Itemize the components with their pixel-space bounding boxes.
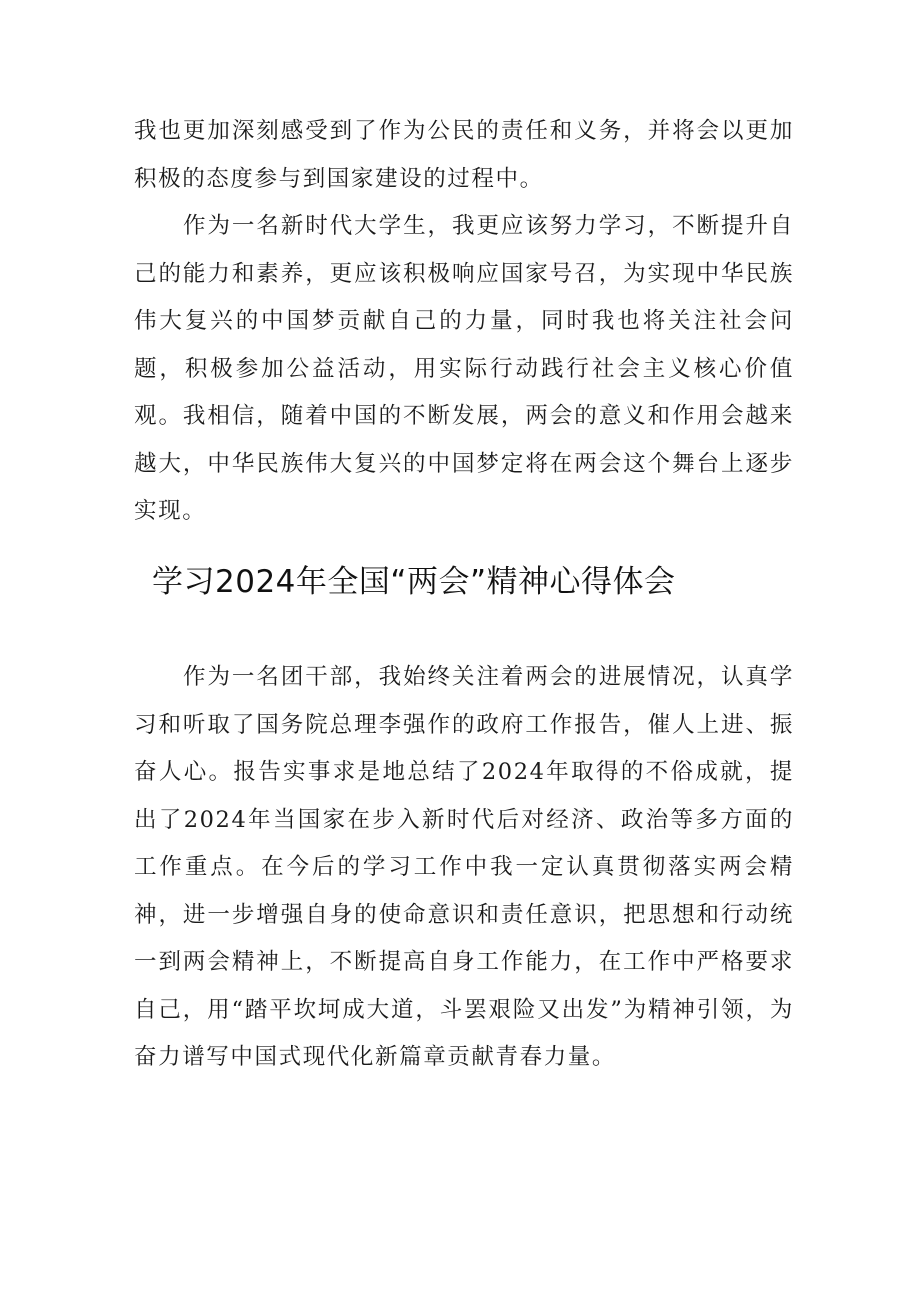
- continuation-paragraph: 我也更加深刻感受到了作为公民的责任和义务，并将会以更加积极的态度参与到国家建设的过程中。: [134, 118, 794, 192]
- paragraph-student: 作为一名新时代大学生，我更应该努力学习，不断提升自己的能力和素养，更应该积极响应国家号召，为实现中华民族伟大复兴的中国梦贡献自己的力量，同时我也将关注社会问题，积极参加公益活动，用实际行动践行社会主义核心价值观。我相信，随着中国的不断发展，两会的意义和作用会越来越大，中华民族伟大复兴的中国梦定将在两会这个舞台上逐步实现。: [134, 213, 794, 524]
- article-title: 学习2024年全国“两会”精神心得体会: [152, 564, 676, 600]
- paragraph-cadre: 作为一名团干部，我始终关注着两会的进展情况，认真学习和听取了国务院总理李强作的政府工作报告，催人上进、振奋人心。报告实事求是地总结了2024年取得的不俗成就，提出了2024年当国家在步入新时代后对经济、政治等多方面的工作重点。在今后的学习工作中我一定认真贯彻落实两会精神，进一步增强自身的使命意识和责任意识，把思想和行动统一到两会精神上，不断提高自身工作能力，在工作中严格要求自己，用“踏平坎坷成大道，斗罢艰险又出发”为精神引领，为奋力谱写中国式现代化新篇章贡献青春力量。: [134, 664, 794, 1070]
